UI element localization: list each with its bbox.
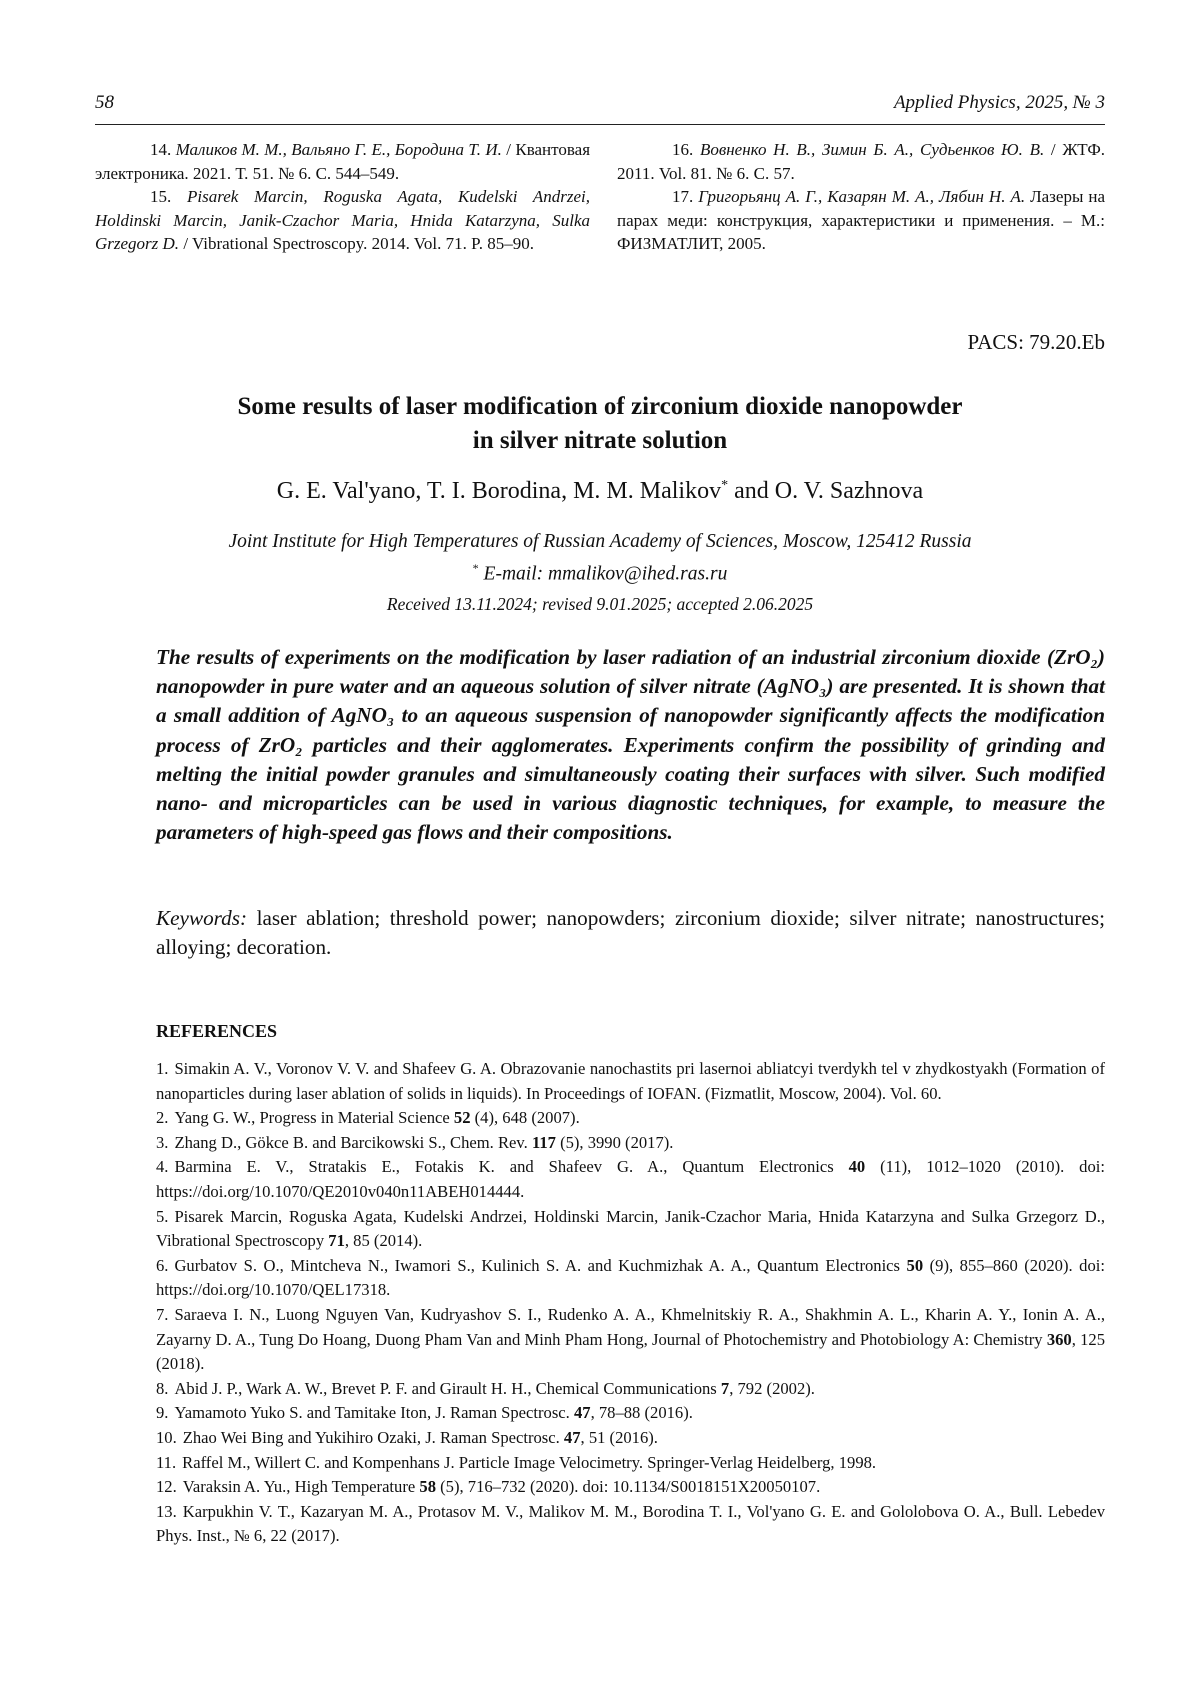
reference-item: 3. Zhang D., Gökce B. and Barcikowski S., Chem. Rev. 117 (5), 3990 (2017). [156, 1132, 674, 1152]
reference-item: 5. Pisarek Marcin, Roguska Agata, Kudelski Andrzei, Holdinski Marcin, Janik-Czachor Maria, Hnida Katarzyna and Sulka Grzegorz D., Vibrational Spectroscopy 71, 85 (2014). [156, 1206, 1105, 1251]
header-rule [95, 124, 1105, 125]
affiliation: Joint Institute for High Temperatures of Russian Academy of Sciences, Moscow, 125412 Russia [228, 531, 972, 552]
keywords: Keywords: laser ablation; threshold power; nanopowders; zirconium dioxide; silver nitrate; nanostructures; alloying; decoration. [156, 906, 1105, 959]
previous-reference: 15. Pisarek Marcin, Roguska Agata, Kudelski Andrzei, Holdinski Marcin, Janik-Czachor Maria, Hnida Katarzyna, Sulka Grzegorz D. / Vibrational Spectroscopy. 2014. Vol. 71. P. 85–90. [95, 187, 590, 253]
reference-item: 7. Saraeva I. N., Luong Nguyen Van, Kudryashov S. I., Rudenko A. A., Khmelnitskiy R. A., Shakhmin A. L., Kharin A. Y., Ionin A. A., Zayarny D. A., Tung Do Hoang, Duong Pham Van and Minh Pham Hong, Journal of Photochemistry and Photobiology A: Chemistry 360, 125 (2018). [156, 1304, 1105, 1374]
previous-reference: 14. Маликов М. М., Вальяно Г. Е., Бородина Т. И. / Квантовая электроника. 2021. Т. 51. № 6. С. 544–549. [95, 140, 591, 183]
reference-item: 9. Yamamoto Yuko S. and Tamitake Iton, J. Raman Spectrosc. 47, 78–88 (2016). [156, 1403, 693, 1423]
reference-item: 8. Abid J. P., Wark A. W., Brevet P. F. and Girault H. H., Chemical Communications 7, 792 (2002). [156, 1378, 815, 1398]
previous-references-right-column [617, 138, 1105, 256]
references-list [156, 1057, 1105, 1549]
previous-reference: 16. Вовненко Н. В., Зимин Б. А., Судьенков Ю. В. / ЖТФ. 2011. Vol. 81. № 6. С. 57. [617, 140, 1106, 183]
running-header [95, 92, 1105, 122]
reference-item: 13. Karpukhin V. T., Kazaryan M. A., Protasov M. V., Malikov M. M., Borodina T. I., Vol'yano G. E. and Gololobova O. A., Bull. Lebedev Phys. Inst., № 6, 22 (2017). [156, 1501, 1105, 1546]
reference-item: 2. Yang G. W., Progress in Material Science 52 (4), 648 (2007). [156, 1108, 580, 1128]
reference-item: 1. Simakin A. V., Voronov V. V. and Shafeev G. A. Obrazovanie nanochastits pri lasernoi abliatcyi tverdykh tel v zhydkostyakh (Formation of nanoparticles during laser ablation of solids in liquids). In Proceedings of IOFAN. (Fizmatlit, Moscow, 2004). Vol. 60. [156, 1059, 1105, 1103]
reference-item: 12. Varaksin A. Yu., High Temperature 58 (5), 716–732 (2020). doi: 10.1134/S0018151X20050107. [156, 1477, 821, 1497]
previous-reference: 17. Григорьянц А. Г., Казарян М. А., Лябин Н. А. Лазеры на парах меди: конструкция, характеристики и применения. – М.: ФИЗМАТЛИТ, 2005. [617, 187, 1106, 253]
email: * E-mail: mmalikov@ihed.ras.ru [472, 561, 728, 585]
page-number: 58 [95, 92, 114, 113]
abstract: The results of experiments on the modification by laser radiation of an industrial zirconium dioxide (ZrO₂) nanopowder in pure water and an aqueous solution of silver nitrate (AgNO₃) are presented. It is shown that a small addition of AgNO₃ to an aqueous suspension of nanopowder significantly affects the modification process of ZrO₂ particles and their agglomerates. Experiments confirm the possibility of grinding and melting the initial powder granules and simultaneously coating their surfaces with silver. Such modified nano- and microparticles can be used in various diagnostic techniques, for example, to measure the parameters of high-speed gas flows and their compositions. [156, 645, 1105, 845]
reference-item: 11. Raffel M., Willert C. and Kompenhans J. Particle Image Velocimetry. Springer-Verlag Heidelberg, 1998. [156, 1452, 877, 1472]
reference-item: 10. Zhao Wei Bing and Yukihiro Ozaki, J. Raman Spectrosc. 47, 51 (2016). [156, 1427, 658, 1447]
affiliation-block [95, 529, 1105, 588]
article-title [95, 390, 1105, 458]
title-line: in silver nitrate solution [472, 427, 728, 454]
journal-name: Applied Physics, 2025, № 3 [893, 92, 1105, 113]
references-heading: REFERENCES [156, 1021, 278, 1041]
reference-item: 6. Gurbatov S. O., Mintcheva N., Iwamori S., Kulinich S. A. and Kuchmizhak A. A., Quantum Electronics 50 (9), 855–860 (2020). doi: https://doi.org/10.1070/QEL17318. [156, 1255, 1105, 1300]
authors: G. E. Val'yano, T. I. Borodina, M. M. Malikov* and O. V. Sazhnova [276, 478, 924, 504]
title-line: Some results of laser modification of zirconium dioxide nanopowder [237, 393, 963, 420]
pacs-code: PACS: 79.20.Eb [967, 330, 1105, 354]
article-dates: Received 13.11.2024; revised 9.01.2025; accepted 2.06.2025 [386, 594, 814, 614]
reference-item: 4. Barmina E. V., Stratakis E., Fotakis K. and Shafeev G. A., Quantum Electronics 40 (11), 1012–1020 (2010). doi: https://doi.org/10.1070/QE2010v040n11ABEH014444. [156, 1157, 1105, 1201]
previous-references-left-column [95, 138, 590, 256]
